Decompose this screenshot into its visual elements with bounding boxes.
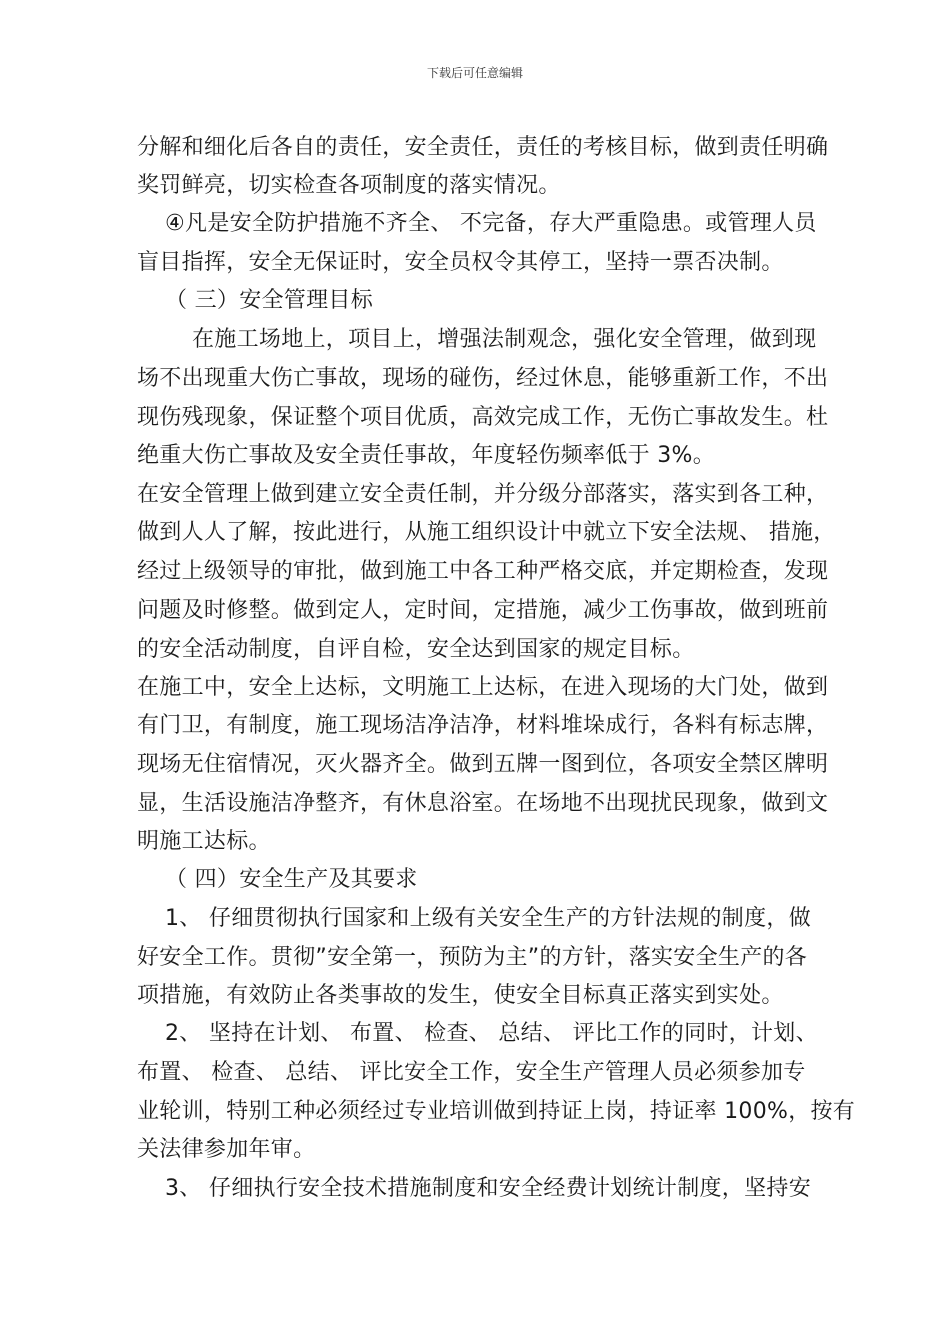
text-line: 3、 仔细执行安全技术措施制度和安全经费计划统计制度，坚持安: [165, 1176, 811, 1201]
text-line: 在安全管理上做到建立安全责任制，并分级分部落实，落实到各工种，: [137, 482, 829, 507]
section-heading: （ 四）安全生产及其要求: [165, 867, 418, 892]
text-line: 做到人人了解，按此进行，从施工组织设计中就立下安全法规、 措施，: [137, 520, 836, 545]
text-line: 绝重大伤亡事故及安全责任事故，年度轻伤频率低于 3%。: [137, 443, 715, 468]
text-line: 布置、 检查、 总结、 评比安全工作，安全生产管理人员必须参加专: [137, 1060, 806, 1085]
text-line: 在施工场地上，项目上，增强法制观念，强化安全管理，做到现: [192, 327, 817, 352]
text-line: 现场无住宿情况，灭火器齐全。做到五牌一图到位，各项安全禁区牌明: [137, 752, 829, 777]
text-line: 有门卫，有制度，施工现场洁净洁净，材料堆垛成行，各料有标志牌，: [137, 713, 829, 738]
text-line: 问题及时修整。做到定人，定时间，定措施，减少工伤事故，做到班前: [137, 598, 829, 623]
text-line: 在施工中，安全上达标，文明施工上达标，在进入现场的大门处，做到: [137, 675, 829, 700]
text-line: 2、 坚持在计划、 布置、 检查、 总结、 评比工作的同时，计划、: [165, 1021, 818, 1046]
text-line: 场不出现重大伤亡事故，现场的碰伤，经过休息，能够重新工作，不出: [137, 366, 829, 391]
text-line: 分解和细化后各自的责任，安全责任，责任的考核目标，做到责任明确: [137, 135, 829, 160]
text-line: 显，生活设施洁净整齐，有休息浴室。在场地不出现扰民现象，做到文: [137, 791, 829, 816]
page-header: 下载后可任意编辑: [426, 66, 523, 80]
text-line: 业轮训，特别工种必须经过专业培训做到持证上岗，持证率 100%，按有: [137, 1099, 856, 1124]
section-heading: （ 三）安全管理目标: [165, 288, 373, 313]
text-line: 现伤残现象，保证整个项目优质，高效完成工作，无伤亡事故发生。杜: [137, 405, 829, 430]
text-line: 项措施，有效防止各类事故的发生，使安全目标真正落实到实处。: [137, 983, 784, 1008]
text-line: 奖罚鲜亮，切实检查各项制度的落实情况。: [137, 173, 561, 198]
text-line: 好安全工作。贯彻”安全第一，预防为主”的方针，落实安全生产的各: [137, 945, 808, 970]
text-line: 关法律参加年审。: [137, 1137, 316, 1162]
text-line: 的安全活动制度，自评自检，安全达到国家的规定目标。: [137, 637, 695, 662]
text-line: 明施工达标。: [137, 829, 271, 854]
text-line: 盲目指挥，安全无保证时，安全员权令其停工，坚持一票否决制。: [137, 250, 784, 275]
text-line: ④凡是安全防护措施不齐全、 不完备，存大严重隐患。或管理人员: [165, 211, 817, 236]
text-line: 经过上级领导的审批，做到施工中各工种严格交底，并定期检查，发现: [137, 559, 829, 584]
text-line: 1、 仔细贯彻执行国家和上级有关安全生产的方针法规的制度，做: [165, 906, 811, 931]
